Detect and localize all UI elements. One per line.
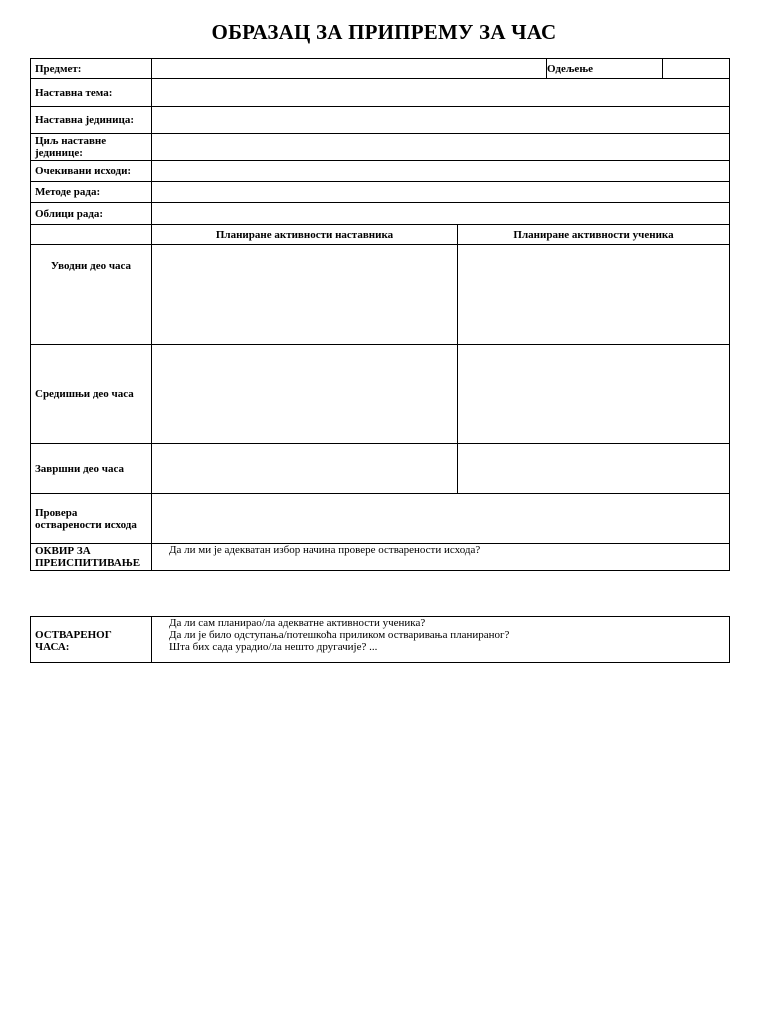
topic-field[interactable]: [152, 79, 729, 107]
methods-field[interactable]: [152, 182, 729, 203]
reflection-question: [152, 544, 729, 570]
intro-student-field[interactable]: [458, 245, 729, 345]
student-activities-header: Планиране активности ученика: [458, 225, 729, 245]
intro-phase-label: Уводни део часа: [31, 245, 152, 345]
subject-label: Предмет:: [31, 59, 152, 79]
forms-label: Облици рада:: [31, 203, 152, 225]
check-field[interactable]: [152, 494, 729, 544]
main-phase-label: Средишњи део часа: [31, 345, 152, 444]
final-student-field[interactable]: [458, 444, 729, 494]
final-phase-label: Завршни део часа: [31, 444, 152, 494]
main-teacher-field[interactable]: [152, 345, 458, 444]
goal-label: Циљ наставне јединице:: [31, 134, 152, 161]
reflection-line: Шта бих сада урадио/ла нешто другачије? ...: [169, 641, 378, 653]
final-teacher-field[interactable]: [152, 444, 458, 494]
unit-label: Наставна јединица:: [31, 107, 152, 134]
reflection-question-text: Да ли ми је адекватан избор начина провере остварености исхода?: [169, 544, 481, 556]
reflection-label: ОКВИР ЗА ПРЕИСПИТИВАЊЕ: [31, 544, 152, 570]
realized-lesson-label: ОСТВАРЕНОГ ЧАСА:: [31, 617, 152, 662]
unit-field[interactable]: [152, 107, 729, 134]
outcomes-label: Очекивани исходи:: [31, 161, 152, 182]
class-field[interactable]: [663, 59, 729, 79]
forms-field[interactable]: [152, 203, 729, 225]
outcomes-field[interactable]: [152, 161, 729, 182]
subject-field[interactable]: [152, 59, 547, 79]
goal-field[interactable]: [152, 134, 729, 161]
activities-corner-cell: [31, 225, 152, 245]
topic-label: Наставна тема:: [31, 79, 152, 107]
reflection-line: Да ли сам планирао/ла адекватне активности ученика?: [169, 617, 426, 629]
main-student-field[interactable]: [458, 345, 729, 444]
page-title: ОБРАЗАЦ ЗА ПРИПРЕМУ ЗА ЧАС: [211, 20, 557, 44]
reflection-line: Да ли је било одступања/потешкоћа приликом остваривања планираног?: [169, 629, 510, 641]
reflection-questions: [152, 617, 729, 662]
intro-teacher-field[interactable]: [152, 245, 458, 345]
teacher-activities-header: Планиране активности наставника: [152, 225, 458, 245]
check-label: Провера остварености исхода: [31, 494, 152, 544]
class-label: Одељење: [547, 59, 663, 79]
methods-label: Методе рада:: [31, 182, 152, 203]
